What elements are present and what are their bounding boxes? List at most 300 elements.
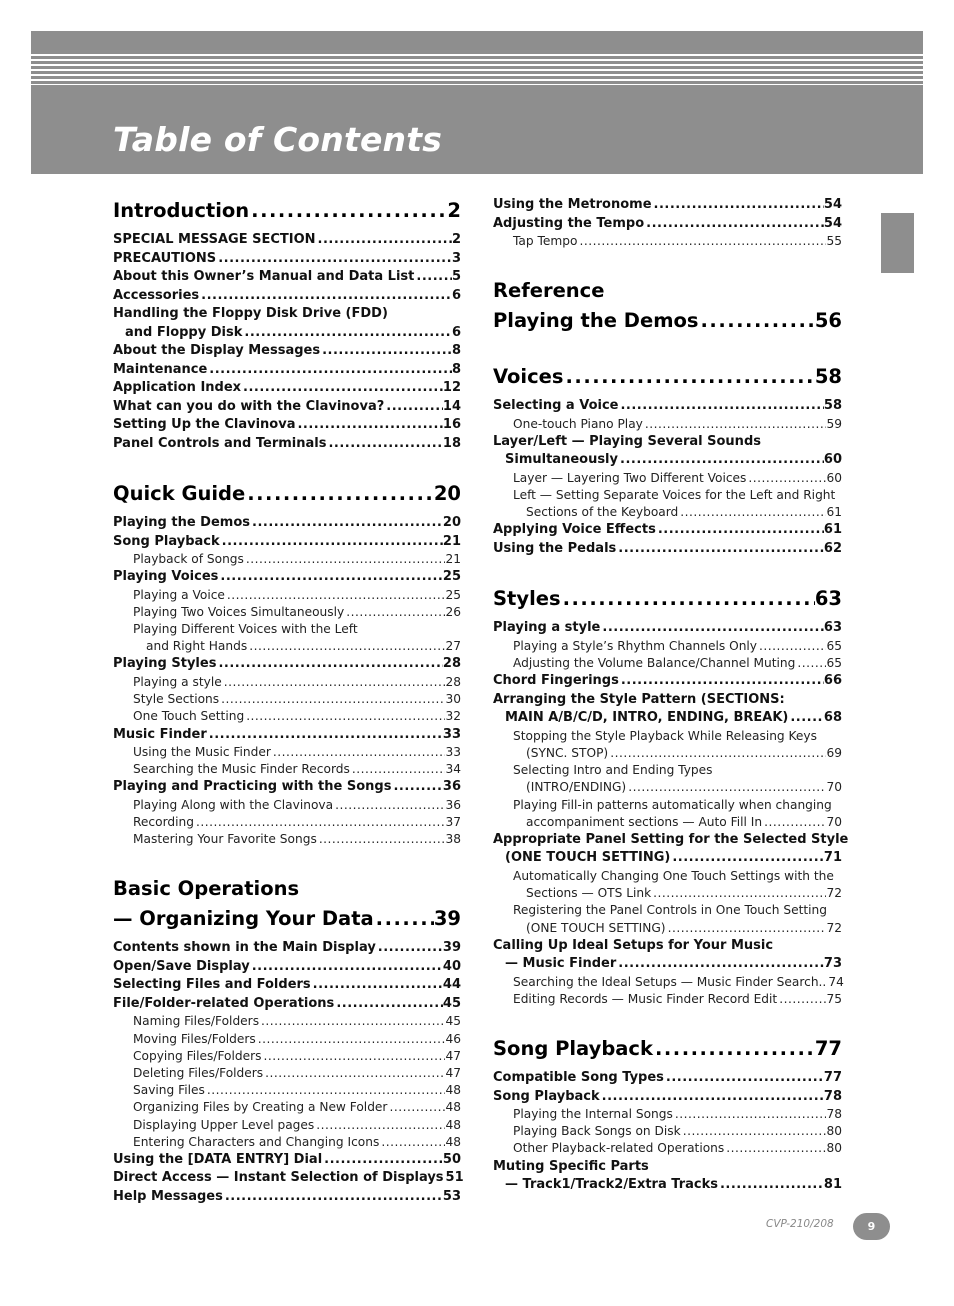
toc-section-heading[interactable] <box>113 874 461 904</box>
toc-leader-dots <box>680 504 826 521</box>
toc-page-number: 63 <box>814 587 842 611</box>
toc-leader-dots <box>797 655 826 672</box>
toc-leader-dots <box>620 451 824 470</box>
toc-entry-title: File/Folder-related Operations <box>113 995 335 1011</box>
toc-entry-title: Using the Music Finder <box>133 745 271 759</box>
toc-entry-title: (SYNC. STOP) <box>526 746 609 760</box>
toc-page-number: 48 <box>445 1134 461 1149</box>
toc-entry-title: Basic Operations <box>113 877 300 901</box>
toc-entry-title: Handling the Floppy Disk Drive (FDD) <box>113 306 388 321</box>
toc-entry-title: Appropriate Panel Setting for the Selected Style <box>493 831 849 847</box>
toc-entry-title: Song Playback <box>113 533 220 549</box>
toc-entry-title: Selecting a Voice <box>493 398 619 414</box>
toc-section-heading[interactable] <box>113 904 461 934</box>
toc-entry-title: Sections of the Keyboard <box>526 505 679 520</box>
toc-page-number: 45 <box>442 995 461 1011</box>
toc-entry-title: Introduction <box>113 199 250 222</box>
footer-model: CVP-210/208 <box>766 1218 834 1230</box>
toc-page-number: 16 <box>442 417 461 432</box>
toc-entry-title: and Right Hands <box>146 639 248 654</box>
toc-page-number: 33 <box>442 726 461 742</box>
toc-entry[interactable] <box>493 416 842 433</box>
toc-entry-title: Mastering Your Favorite Songs <box>133 832 317 847</box>
toc-entry[interactable] <box>493 831 849 850</box>
toc-entry[interactable] <box>113 342 461 361</box>
toc-entry[interactable] <box>493 619 842 638</box>
toc-entry-title: Displaying Upper Level pages <box>133 1117 315 1132</box>
toc-entry[interactable] <box>113 744 461 761</box>
toc-page-number: 48 <box>445 1117 461 1132</box>
toc-page-number: 30 <box>445 692 461 707</box>
toc-entry[interactable] <box>113 691 461 708</box>
toc-entry-title: Using the [DATA ENTRY] Dial <box>113 1151 323 1167</box>
header-stripes <box>31 51 923 85</box>
toc-leader-dots <box>201 287 452 306</box>
toc-entry[interactable] <box>113 1169 464 1188</box>
toc-entry[interactable] <box>493 672 842 691</box>
toc-entry[interactable] <box>113 797 461 814</box>
toc-entry[interactable] <box>113 831 461 848</box>
toc-entry-title: Playing and Practicing with the Songs <box>113 779 392 795</box>
toc-leader-dots <box>654 196 824 215</box>
toc-entry[interactable] <box>113 324 461 343</box>
toc-entry-title: Playing a style <box>493 620 601 636</box>
toc-entry[interactable] <box>493 920 842 937</box>
toc-entry-title: Left — Setting Separate Voices for the Left and Right <box>513 488 836 503</box>
toc-entry-title: Searching the Ideal Setups — Music Finder Search.. <box>513 974 827 989</box>
toc-page-number: 8 <box>451 361 461 377</box>
toc-leader-dots <box>628 779 826 796</box>
toc-page-number: 77 <box>814 1037 842 1061</box>
toc-page-number: 27 <box>445 639 461 654</box>
toc-entry[interactable] <box>113 1188 461 1207</box>
toc-entry-title: Adjusting the Volume Balance/Channel Muting <box>513 656 796 671</box>
toc-entry[interactable] <box>493 1069 842 1088</box>
toc-page-number: 25 <box>445 587 461 602</box>
toc-entry[interactable] <box>493 196 842 215</box>
toc-entry-title: Quick Guide <box>113 482 246 505</box>
toc-entry[interactable] <box>113 1013 461 1030</box>
toc-entry-title: Chord Fingerings <box>493 673 619 689</box>
toc-leader-dots <box>318 231 452 250</box>
toc-page-number: 78 <box>823 1088 842 1104</box>
toc-page-number: 44 <box>442 977 461 993</box>
toc-section-heading[interactable] <box>493 362 842 392</box>
toc-page-number: 6 <box>451 324 461 340</box>
toc-entry[interactable] <box>113 1151 461 1170</box>
toc-leader-dots <box>381 1134 445 1151</box>
toc-leader-dots <box>566 362 815 392</box>
toc-entry-title: Playing Styles <box>113 656 217 672</box>
toc-page-number: 36 <box>445 797 461 812</box>
toc-entry-title: Naming Files/Folders <box>133 1014 260 1029</box>
toc-page-number: 53 <box>442 1188 461 1204</box>
toc-leader-dots <box>726 1140 826 1157</box>
toc-entry[interactable] <box>493 814 842 831</box>
toc-leader-dots <box>563 584 815 614</box>
toc-entry[interactable] <box>493 487 842 504</box>
toc-entry[interactable] <box>113 398 461 417</box>
toc-entry[interactable] <box>113 708 461 725</box>
toc-entry[interactable] <box>493 655 842 672</box>
toc-entry[interactable] <box>493 902 842 919</box>
toc-leader-dots <box>209 361 452 380</box>
toc-entry[interactable] <box>113 958 461 977</box>
toc-entry[interactable] <box>113 514 461 533</box>
toc-leader-dots <box>621 672 824 691</box>
toc-page-number: 5 <box>451 269 461 284</box>
toc-entry[interactable] <box>493 1123 842 1140</box>
toc-entry[interactable] <box>113 551 461 568</box>
toc-leader-dots <box>602 1088 824 1107</box>
toc-leader-dots <box>335 797 445 814</box>
toc-entry-title: Applying Voice Effects <box>493 522 656 538</box>
toc-entry-title: Maintenance <box>113 361 208 377</box>
toc-page-number: 46 <box>445 1031 461 1046</box>
toc-entry-title: Playing Fill-in patterns automatically when changing <box>513 797 832 812</box>
toc-page-number: 28 <box>445 674 461 689</box>
toc-entry[interactable] <box>113 587 461 604</box>
toc-page-number: 65 <box>826 638 842 653</box>
toc-leader-dots <box>346 604 445 621</box>
toc-page-number: 37 <box>445 815 461 830</box>
toc-leader-dots <box>252 514 443 533</box>
toc-entry[interactable] <box>493 868 842 885</box>
toc-entry[interactable] <box>493 937 842 956</box>
toc-entry[interactable] <box>493 728 842 745</box>
toc-leader-dots <box>720 1176 824 1195</box>
toc-entry-title: Direct Access — Instant Selection of Displays <box>113 1170 444 1186</box>
toc-entry[interactable] <box>493 745 842 762</box>
toc-entry-title: Saving Files <box>133 1083 205 1098</box>
toc-entry[interactable] <box>113 305 461 324</box>
toc-leader-dots <box>389 1099 445 1116</box>
toc-entry[interactable] <box>493 638 842 655</box>
toc-page-number: 45 <box>445 1014 461 1029</box>
toc-entry[interactable] <box>493 470 842 487</box>
toc-page-number: 56 <box>814 309 842 333</box>
toc-entry-title: Playing the Demos <box>113 515 251 530</box>
toc-entry-title: Calling Up Ideal Setups for Your Music <box>493 937 774 953</box>
toc-leader-dots <box>602 619 824 638</box>
toc-entry[interactable] <box>113 726 461 745</box>
toc-page-number: 26 <box>445 604 461 619</box>
toc-entry[interactable] <box>493 215 842 234</box>
toc-page-number: 78 <box>826 1107 842 1122</box>
toc-entry-title: Voices <box>493 365 564 389</box>
toc-entry-title: (ONE TOUCH SETTING) <box>505 850 671 866</box>
toc-entry[interactable] <box>493 1088 842 1107</box>
toc-entry[interactable] <box>493 974 842 991</box>
toc-page-number: 81 <box>823 1177 842 1193</box>
toc-entry[interactable] <box>493 521 842 540</box>
toc-entry-title: Adjusting the Tempo <box>493 215 645 231</box>
toc-entry[interactable] <box>493 1140 842 1157</box>
toc-page-number: 61 <box>826 505 842 520</box>
toc-entry-title: — Music Finder <box>505 956 617 972</box>
toc-page-number: 60 <box>823 452 842 468</box>
toc-entry[interactable] <box>493 540 842 559</box>
toc-entry[interactable] <box>113 604 461 621</box>
toc-leader-dots <box>246 551 446 568</box>
toc-leader-dots <box>273 744 446 761</box>
toc-entry[interactable] <box>113 1031 461 1048</box>
toc-entry-title: Recording <box>133 815 194 830</box>
toc-page-number: 47 <box>445 1048 461 1063</box>
toc-page-number: 40 <box>442 958 461 974</box>
toc-page-number: 62 <box>823 540 842 556</box>
toc-entry-title: Setting Up the Clavinova <box>113 417 296 432</box>
toc-leader-dots <box>297 416 442 435</box>
toc-entry-title: MAIN A/B/C/D, INTRO, ENDING, BREAK) <box>505 710 789 726</box>
toc-entry-title: Muting Specific Parts <box>493 1158 649 1174</box>
toc-leader-dots <box>416 268 452 287</box>
toc-page-number: 8 <box>451 343 461 358</box>
toc-leader-dots <box>227 587 446 604</box>
toc-leader-dots <box>225 1188 443 1207</box>
toc-entry-title: and Floppy Disk <box>125 324 243 340</box>
toc-entry[interactable] <box>113 655 461 674</box>
toc-leader-dots <box>672 849 824 868</box>
toc-entry[interactable] <box>493 991 842 1008</box>
page-title: Table of Contents <box>113 120 443 159</box>
toc-entry[interactable] <box>493 397 842 416</box>
toc-entry[interactable] <box>113 761 461 778</box>
toc-entry-title: SPECIAL MESSAGE SECTION <box>113 232 316 247</box>
toc-entry-title: One Touch Setting <box>133 709 245 724</box>
toc-entry[interactable] <box>113 976 461 995</box>
toc-entry[interactable] <box>113 939 461 958</box>
toc-entry[interactable] <box>493 233 842 250</box>
toc-section-heading[interactable] <box>493 584 842 614</box>
toc-page-number: 50 <box>442 1151 461 1167</box>
toc-page-number: 14 <box>442 398 461 414</box>
toc-leader-dots <box>246 708 445 725</box>
toc-page-number: 39 <box>442 940 461 956</box>
toc-entry-title: Styles <box>493 587 561 611</box>
toc-section-heading[interactable] <box>493 276 842 306</box>
toc-entry-title: Layer — Layering Two Different Voices <box>513 470 747 485</box>
toc-leader-dots <box>313 976 443 995</box>
toc-entry-title: Other Playback-related Operations <box>513 1141 725 1156</box>
toc-page-number: 70 <box>826 814 842 829</box>
toc-page-number: 25 <box>442 569 461 585</box>
toc-leader-dots <box>243 379 443 398</box>
toc-entry-title: Stopping the Style Playback While Releasing Keys <box>513 728 817 743</box>
toc-leader-dots <box>610 745 826 762</box>
toc-entry-title: Using the Metronome <box>493 197 652 212</box>
toc-page-number: 72 <box>826 920 842 935</box>
toc-entry-title: About the Display Messages <box>113 343 321 358</box>
toc-entry-title: Playing a style <box>133 674 222 689</box>
toc-leader-dots <box>316 1117 445 1134</box>
toc-leader-dots <box>221 691 445 708</box>
toc-entry-title: accompaniment sections — Auto Fill In <box>526 814 763 829</box>
toc-entry[interactable] <box>493 1106 842 1123</box>
toc-leader-dots <box>328 435 442 454</box>
toc-leader-dots <box>618 955 824 974</box>
toc-entry[interactable] <box>113 778 461 797</box>
toc-page-number: 33 <box>445 745 461 759</box>
toc-entry[interactable] <box>113 638 461 655</box>
toc-leader-dots <box>336 995 443 1014</box>
toc-page-number: 70 <box>826 780 842 795</box>
toc-page-number: 68 <box>823 710 842 726</box>
toc-entry[interactable] <box>493 779 842 796</box>
toc-entry[interactable] <box>113 287 461 306</box>
toc-entry[interactable] <box>113 231 461 250</box>
toc-entry-title: Panel Controls and Terminals <box>113 435 327 451</box>
toc-leader-dots <box>249 638 445 655</box>
toc-entry[interactable] <box>113 1134 461 1151</box>
section-tab-marker <box>881 213 914 273</box>
toc-entry-title: Playing Different Voices with the Left <box>133 622 358 637</box>
toc-entry[interactable] <box>493 885 842 902</box>
toc-entry-title: Selecting Files and Folders <box>113 977 311 993</box>
toc-page-number: 80 <box>826 1141 842 1156</box>
toc-leader-dots <box>264 1048 446 1065</box>
toc-entry[interactable] <box>493 849 842 868</box>
toc-column-right <box>493 196 849 1195</box>
toc-entry-title: Automatically Changing One Touch Settings with the <box>513 868 834 883</box>
toc-leader-dots <box>252 958 443 977</box>
toc-leader-dots <box>324 1151 443 1170</box>
toc-leader-dots <box>222 533 443 552</box>
toc-entry-title: Registering the Panel Controls in One Touch Setting <box>513 903 827 918</box>
toc-entry[interactable] <box>493 451 842 470</box>
toc-entry-title: Playing a Voice <box>133 587 225 602</box>
toc-page-number: 80 <box>826 1124 842 1139</box>
toc-column-left <box>113 196 464 1206</box>
toc-page-number: 74 <box>828 974 844 989</box>
toc-page-number: 21 <box>442 533 461 549</box>
toc-entry[interactable] <box>493 797 842 814</box>
toc-leader-dots <box>759 638 826 655</box>
toc-entry[interactable] <box>113 379 461 398</box>
toc-page-number: 65 <box>826 656 842 671</box>
toc-page-number: 36 <box>442 779 461 795</box>
toc-entry[interactable] <box>113 533 461 552</box>
toc-leader-dots <box>209 726 443 745</box>
toc-entry-title: (INTRO/ENDING) <box>526 780 627 795</box>
toc-leader-dots <box>618 540 824 559</box>
toc-leader-dots <box>386 398 443 417</box>
toc-entry-title: — Organizing Your Data <box>113 907 374 931</box>
toc-entry[interactable] <box>113 268 461 287</box>
toc-section-heading[interactable] <box>493 306 842 336</box>
toc-entry-title: About this Owner’s Manual and Data List <box>113 269 415 284</box>
toc-entry[interactable] <box>493 433 842 452</box>
toc-entry-title: Reference <box>493 279 605 303</box>
toc-entry-title: (ONE TOUCH SETTING) <box>526 920 666 935</box>
toc-entry-title: Playing Two Voices Simultaneously <box>133 604 345 619</box>
toc-page-number: 58 <box>823 398 842 414</box>
toc-leader-dots <box>322 342 452 361</box>
toc-page-number: 66 <box>823 673 842 689</box>
toc-entry-title: Layer/Left — Playing Several Sounds <box>493 433 761 449</box>
toc-page-number: 61 <box>823 522 842 538</box>
toc-entry-title: Playing the Demos <box>493 309 699 333</box>
toc-entry-title: Arranging the Style Pattern (SECTIONS: <box>493 691 785 707</box>
toc-page-number: 3 <box>451 250 461 266</box>
toc-page-number: 48 <box>445 1100 461 1115</box>
toc-page-number: 18 <box>442 435 461 451</box>
footer-page-number: 9 <box>853 1213 890 1240</box>
toc-leader-dots <box>258 1031 446 1048</box>
toc-entry[interactable] <box>113 1065 461 1082</box>
toc-entry[interactable] <box>113 814 461 831</box>
toc-entry[interactable] <box>113 1082 461 1099</box>
toc-leader-dots <box>393 778 442 797</box>
toc-entry-title: Song Playback <box>493 1037 653 1061</box>
toc-page-number: 38 <box>445 832 461 847</box>
toc-entry-title: Accessories <box>113 287 200 303</box>
toc-leader-dots <box>207 1082 446 1099</box>
toc-leader-dots <box>224 674 446 691</box>
toc-leader-dots <box>376 904 434 934</box>
toc-page-number: 51 <box>445 1170 464 1186</box>
toc-page-number: 20 <box>433 482 461 505</box>
toc-page-number: 60 <box>826 470 842 485</box>
toc-entry-title: Deleting Files/Folders <box>133 1066 264 1080</box>
toc-section-heading[interactable] <box>493 1034 842 1064</box>
toc-entry[interactable] <box>493 709 842 728</box>
toc-leader-dots <box>764 814 826 831</box>
toc-entry-title: Playing Along with the Clavinova <box>133 797 334 812</box>
toc-leader-dots <box>579 233 826 250</box>
toc-page-number: 47 <box>445 1066 461 1080</box>
toc-entry-title: PRECAUTIONS <box>113 250 217 266</box>
toc-entry[interactable] <box>113 435 461 454</box>
toc-entry[interactable] <box>113 568 461 587</box>
toc-page-number: 75 <box>826 991 842 1006</box>
toc-entry[interactable] <box>493 1158 842 1177</box>
toc-page-number: 12 <box>442 380 461 395</box>
toc-page-number: 73 <box>823 956 842 972</box>
toc-entry-title: — Track1/Track2/Extra Tracks <box>505 1177 718 1193</box>
toc-section-heading[interactable] <box>113 479 461 509</box>
toc-leader-dots <box>244 324 452 343</box>
toc-entry[interactable] <box>113 995 461 1014</box>
toc-entry[interactable] <box>113 1048 461 1065</box>
toc-entry[interactable] <box>113 416 461 435</box>
toc-page-number: 55 <box>826 234 842 248</box>
toc-page-number: 39 <box>433 907 461 931</box>
toc-entry[interactable] <box>113 1099 461 1116</box>
toc-page-number: 48 <box>445 1083 461 1098</box>
toc-entry-title: What can you do with the Clavinova? <box>113 398 385 414</box>
toc-page-number: 63 <box>823 620 842 636</box>
toc-entry[interactable] <box>113 361 461 380</box>
toc-entry[interactable] <box>493 1176 842 1195</box>
toc-entry-title: Using the Pedals <box>493 540 617 556</box>
toc-entry[interactable] <box>493 691 842 710</box>
toc-section-heading[interactable] <box>113 196 461 226</box>
toc-entry[interactable] <box>113 1117 461 1134</box>
toc-entry[interactable] <box>113 674 461 691</box>
toc-entry[interactable] <box>493 955 842 974</box>
toc-entry-title: Playing a Style’s Rhythm Channels Only <box>513 638 758 653</box>
toc-page-number: 20 <box>442 515 461 530</box>
toc-leader-dots <box>655 1034 815 1064</box>
toc-entry[interactable] <box>493 504 842 521</box>
toc-entry[interactable] <box>113 250 461 269</box>
toc-entry[interactable] <box>493 762 842 779</box>
toc-entry-title: One-touch Piano Play <box>513 416 643 431</box>
toc-entry[interactable] <box>113 621 461 638</box>
toc-leader-dots <box>666 1069 824 1088</box>
toc-entry-title: Contents shown in the Main Display <box>113 940 376 956</box>
